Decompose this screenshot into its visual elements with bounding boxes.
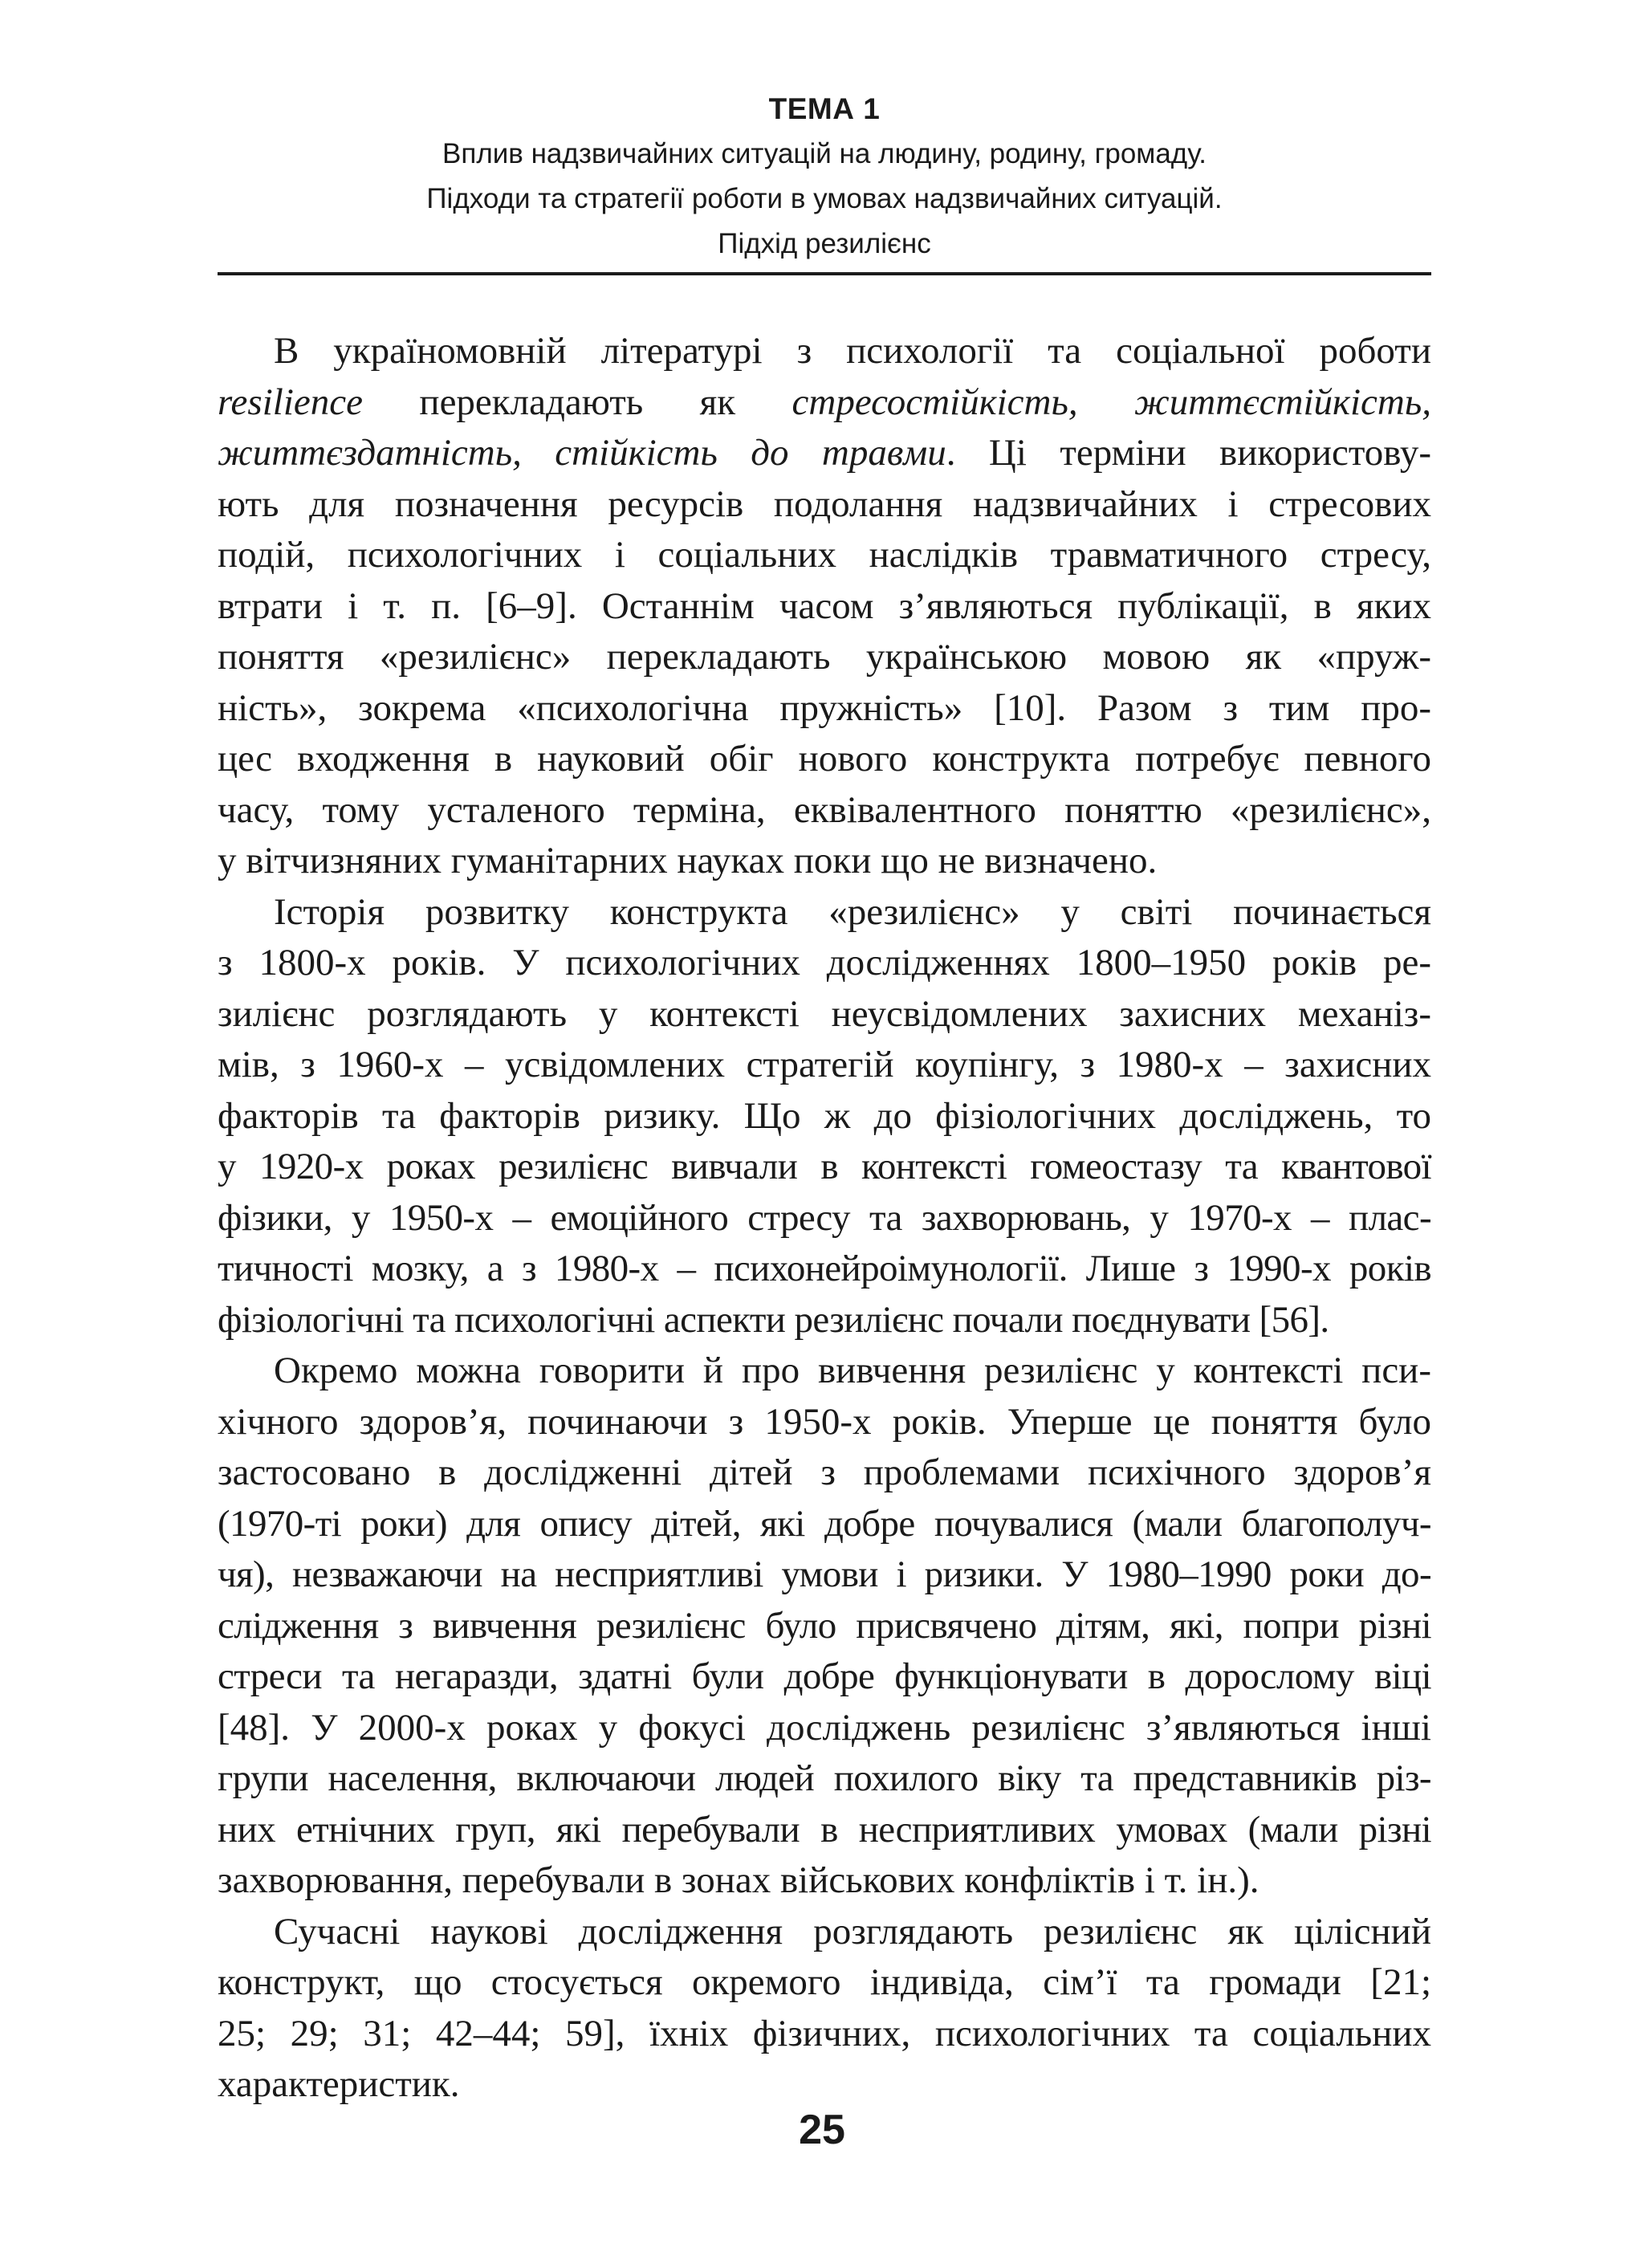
paragraph-2 [218,887,1431,1346]
page-number: 25 [799,2107,845,2153]
text-line [218,377,1431,429]
italic-term: resilience [218,381,363,423]
text-line: (1970-ті роки) для опису дітей, які добре почувалися (мали благополуч- [218,1502,1431,1545]
chapter-subtitle-line: Підхід резилієнс [718,228,931,259]
paragraph-4 [218,1907,1431,2111]
text-line: В україномовній літературі з психології та соціальної роботи [274,330,1431,372]
page-header [218,87,1431,267]
text-line: фізики, у 1950-х – емоційного стресу та захворювань, у 1970-х – плас- [218,1196,1431,1239]
text-line: фізіологічні та психологічні аспекти резилієнс почали поєднувати [56]. [218,1298,1329,1341]
text-line: хічного здоров’я, починаючи з 1950-х років. Уперше це поняття було [218,1400,1431,1443]
text-line: конструкт, що стосується окремого індивіда, сім’ї та громади [21; [218,1961,1431,2003]
text-line: чя), незважаючи на несприятливі умови і ризики. У 1980–1990 роки до- [218,1553,1431,1595]
text-line: втрати і т. п. [6–9]. Останнім часом з’являються публікації, в яких [218,584,1431,627]
text-line: ність», зокрема «психологічна пружність» [10]. Разом з тим про- [218,686,1431,729]
text-line: них етнічних груп, які перебували в несприятливих умовах (мали різні [218,1808,1431,1851]
text-line: у вітчизняних гуманітарних науках поки що не визначено. [218,840,1158,882]
text-line: застосовано в дослідженні дітей з проблемами психічного здоров’я [218,1452,1431,1493]
text-line: у 1920-х роках резилієнс вивчали в контексті гомеостазу та квантової [218,1146,1431,1187]
italic-term: життєздатність, стійкість до травми [218,432,946,474]
text-line: мів, з 1960-х – усвідомлених стратегій коупінгу, з 1980-х – захисних [218,1044,1431,1085]
chapter-subtitle-line: Підходи та стратегії роботи в умовах надзвичайних ситуацій. [426,183,1223,214]
text-line: тичності мозку, а з 1980-х – психонейроімунології. Лише з 1990-х років [218,1248,1431,1289]
text-span: перекладають як [362,381,792,423]
page-body [218,326,1431,2111]
text-line: Історія розвитку конструкта «резилієнс» у світі починається [274,890,1431,933]
text-line: подій, психологічних і соціальних наслідків травматичного стресу, [218,534,1431,576]
text-line: зилієнс розглядають у контексті неусвідомлених захисних механіз- [218,992,1431,1035]
text-line: поняття «резилієнс» перекладають українською мовою як «пруж- [218,636,1431,678]
text-line: 25; 29; 31; 42–44; 59], їхніх фізичних, психологічних та соціальних [218,2012,1431,2054]
text-line: з 1800-х років. У психологічних дослідженнях 1800–1950 років ре- [218,942,1431,983]
chapter-subtitle-line: Вплив надзвичайних ситуацій на людину, родину, громаду. [442,138,1207,169]
text-line: стреси та негаразди, здатні були добре функціонувати в дорослому віці [218,1655,1431,1697]
italic-term: стресостійкість, життєстійкість, [791,381,1431,423]
text-line [218,428,1431,479]
text-line: слідження з вивчення резилієнс було присвячено дітям, які, попри різні [218,1604,1431,1647]
paragraph-3 [218,1346,1431,1907]
text-line: групи населення, включаючи людей похилого віку та представників різ- [218,1757,1431,1799]
text-line: часу, тому усталеного терміна, еквівалентного поняттю «резилієнс», [218,788,1431,831]
text-line: характеристик. [218,2063,460,2105]
chapter-title: ТЕМА 1 [768,92,881,125]
text-span: . Ці терміни використову- [946,432,1431,474]
text-line: [48]. У 2000-х роках у фокусі досліджень резилієнс з’являються інші [218,1706,1431,1749]
text-line: захворювання, перебували в зонах військових конфліктів і т. ін.). [218,1859,1259,1901]
text-line: факторів та факторів ризику. Що ж до фізіологічних досліджень, то [218,1094,1431,1137]
text-line: Сучасні наукові дослідження розглядають резилієнс як цілісний [274,1910,1431,1952]
header-divider [218,272,1431,275]
paragraph-1 [218,326,1431,887]
text-line: Окремо можна говорити й про вивчення резилієнс у контексті пси- [274,1350,1431,1391]
text-line: ють для позначення ресурсів подолання надзвичайних і стресових [218,483,1431,525]
text-line: цес входження в науковий обіг нового конструкта потребує певного [218,738,1431,780]
